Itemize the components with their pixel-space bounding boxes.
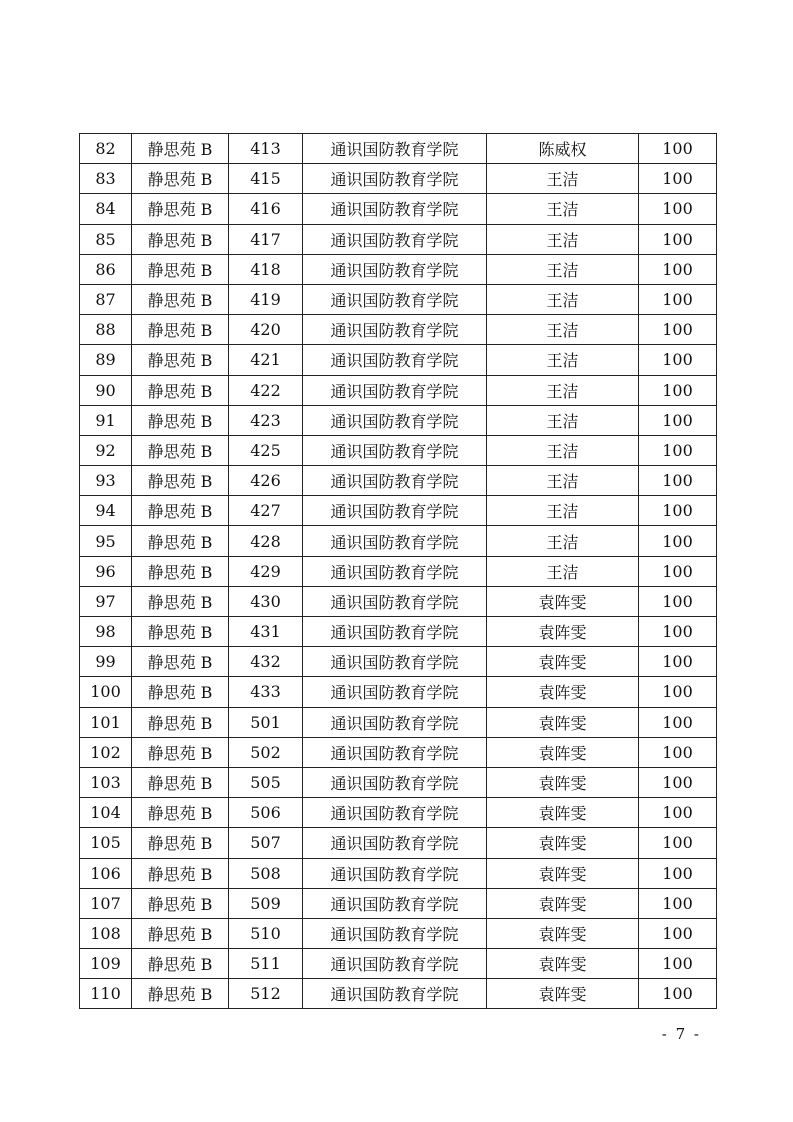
- building-cell: 静思苑 B: [132, 315, 229, 345]
- building-cell: 静思苑 B: [132, 798, 229, 828]
- row-index-cell: 103: [80, 767, 132, 797]
- building-cell: 静思苑 B: [132, 707, 229, 737]
- room-cell: 431: [229, 617, 303, 647]
- person-cell: 袁阵雯: [487, 586, 639, 616]
- table-row: [80, 496, 717, 526]
- person-cell: 袁阵雯: [487, 677, 639, 707]
- college-cell: 通识国防教育学院: [303, 254, 487, 284]
- score-cell: 100: [639, 284, 717, 314]
- score-cell: 100: [639, 375, 717, 405]
- college-cell: 通识国防教育学院: [303, 526, 487, 556]
- row-index-cell: 90: [80, 375, 132, 405]
- room-cell: 428: [229, 526, 303, 556]
- college-cell: 通识国防教育学院: [303, 194, 487, 224]
- person-cell: 袁阵雯: [487, 918, 639, 948]
- college-cell: 通识国防教育学院: [303, 556, 487, 586]
- score-cell: 100: [639, 737, 717, 767]
- table-row: [80, 617, 717, 647]
- row-index-cell: 93: [80, 466, 132, 496]
- score-cell: 100: [639, 134, 717, 164]
- person-cell: 王洁: [487, 466, 639, 496]
- table-row: [80, 254, 717, 284]
- college-cell: 通识国防教育学院: [303, 767, 487, 797]
- room-cell: 433: [229, 677, 303, 707]
- college-cell: 通识国防教育学院: [303, 224, 487, 254]
- person-cell: 袁阵雯: [487, 767, 639, 797]
- score-cell: 100: [639, 496, 717, 526]
- college-cell: 通识国防教育学院: [303, 918, 487, 948]
- row-index-cell: 102: [80, 737, 132, 767]
- table-row: [80, 918, 717, 948]
- building-cell: 静思苑 B: [132, 496, 229, 526]
- college-cell: 通识国防教育学院: [303, 345, 487, 375]
- college-cell: 通识国防教育学院: [303, 707, 487, 737]
- table-row: [80, 737, 717, 767]
- building-cell: 静思苑 B: [132, 767, 229, 797]
- person-cell: 陈威权: [487, 134, 639, 164]
- score-cell: 100: [639, 466, 717, 496]
- score-cell: 100: [639, 798, 717, 828]
- page-number: - 7 -: [661, 1025, 701, 1043]
- row-index-cell: 109: [80, 949, 132, 979]
- row-index-cell: 88: [80, 315, 132, 345]
- room-cell: 423: [229, 405, 303, 435]
- table-row: [80, 647, 717, 677]
- building-cell: 静思苑 B: [132, 888, 229, 918]
- room-cell: 418: [229, 254, 303, 284]
- row-index-cell: 110: [80, 979, 132, 1009]
- room-cell: 505: [229, 767, 303, 797]
- person-cell: 王洁: [487, 224, 639, 254]
- room-cell: 501: [229, 707, 303, 737]
- score-cell: 100: [639, 888, 717, 918]
- college-cell: 通识国防教育学院: [303, 435, 487, 465]
- person-cell: 袁阵雯: [487, 949, 639, 979]
- college-cell: 通识国防教育学院: [303, 134, 487, 164]
- table-row: [80, 556, 717, 586]
- row-index-cell: 108: [80, 918, 132, 948]
- table-row: [80, 858, 717, 888]
- table-row: [80, 315, 717, 345]
- table-row: [80, 586, 717, 616]
- building-cell: 静思苑 B: [132, 345, 229, 375]
- building-cell: 静思苑 B: [132, 647, 229, 677]
- person-cell: 王洁: [487, 345, 639, 375]
- table-row: [80, 677, 717, 707]
- college-cell: 通识国防教育学院: [303, 284, 487, 314]
- table-row: [80, 375, 717, 405]
- row-index-cell: 85: [80, 224, 132, 254]
- table-row: [80, 526, 717, 556]
- room-cell: 502: [229, 737, 303, 767]
- table-row: [80, 194, 717, 224]
- person-cell: 袁阵雯: [487, 979, 639, 1009]
- college-cell: 通识国防教育学院: [303, 405, 487, 435]
- row-index-cell: 91: [80, 405, 132, 435]
- person-cell: 王洁: [487, 284, 639, 314]
- score-cell: 100: [639, 164, 717, 194]
- room-cell: 512: [229, 979, 303, 1009]
- room-cell: 506: [229, 798, 303, 828]
- row-index-cell: 96: [80, 556, 132, 586]
- table-row: [80, 345, 717, 375]
- room-cell: 413: [229, 134, 303, 164]
- table-row: [80, 224, 717, 254]
- score-cell: 100: [639, 194, 717, 224]
- college-cell: 通识国防教育学院: [303, 496, 487, 526]
- row-index-cell: 86: [80, 254, 132, 284]
- college-cell: 通识国防教育学院: [303, 617, 487, 647]
- score-cell: 100: [639, 405, 717, 435]
- person-cell: 袁阵雯: [487, 737, 639, 767]
- table-row: [80, 828, 717, 858]
- building-cell: 静思苑 B: [132, 617, 229, 647]
- room-cell: 427: [229, 496, 303, 526]
- person-cell: 王洁: [487, 526, 639, 556]
- score-cell: 100: [639, 586, 717, 616]
- person-cell: 袁阵雯: [487, 798, 639, 828]
- person-cell: 袁阵雯: [487, 888, 639, 918]
- building-cell: 静思苑 B: [132, 254, 229, 284]
- building-cell: 静思苑 B: [132, 828, 229, 858]
- row-index-cell: 95: [80, 526, 132, 556]
- college-cell: 通识国防教育学院: [303, 737, 487, 767]
- college-cell: 通识国防教育学院: [303, 315, 487, 345]
- table-row: [80, 979, 717, 1009]
- table-row: [80, 405, 717, 435]
- room-cell: 507: [229, 828, 303, 858]
- building-cell: 静思苑 B: [132, 949, 229, 979]
- room-cell: 415: [229, 164, 303, 194]
- college-cell: 通识国防教育学院: [303, 466, 487, 496]
- person-cell: 王洁: [487, 254, 639, 284]
- building-cell: 静思苑 B: [132, 979, 229, 1009]
- row-index-cell: 92: [80, 435, 132, 465]
- building-cell: 静思苑 B: [132, 858, 229, 888]
- table-row: [80, 435, 717, 465]
- dormitory-score-table: [79, 133, 717, 1009]
- row-index-cell: 100: [80, 677, 132, 707]
- building-cell: 静思苑 B: [132, 526, 229, 556]
- row-index-cell: 99: [80, 647, 132, 677]
- college-cell: 通识国防教育学院: [303, 858, 487, 888]
- row-index-cell: 89: [80, 345, 132, 375]
- person-cell: 王洁: [487, 405, 639, 435]
- table-row: [80, 466, 717, 496]
- college-cell: 通识国防教育学院: [303, 949, 487, 979]
- room-cell: 510: [229, 918, 303, 948]
- room-cell: 430: [229, 586, 303, 616]
- building-cell: 静思苑 B: [132, 586, 229, 616]
- row-index-cell: 106: [80, 858, 132, 888]
- score-cell: 100: [639, 707, 717, 737]
- table-row: [80, 767, 717, 797]
- college-cell: 通识国防教育学院: [303, 375, 487, 405]
- building-cell: 静思苑 B: [132, 164, 229, 194]
- row-index-cell: 107: [80, 888, 132, 918]
- room-cell: 420: [229, 315, 303, 345]
- room-cell: 426: [229, 466, 303, 496]
- table-row: [80, 707, 717, 737]
- score-cell: 100: [639, 224, 717, 254]
- score-cell: 100: [639, 526, 717, 556]
- room-cell: 429: [229, 556, 303, 586]
- score-cell: 100: [639, 254, 717, 284]
- score-cell: 100: [639, 828, 717, 858]
- score-cell: 100: [639, 435, 717, 465]
- table-row: [80, 284, 717, 314]
- row-index-cell: 87: [80, 284, 132, 314]
- score-cell: 100: [639, 858, 717, 888]
- building-cell: 静思苑 B: [132, 466, 229, 496]
- person-cell: 袁阵雯: [487, 858, 639, 888]
- room-cell: 416: [229, 194, 303, 224]
- person-cell: 袁阵雯: [487, 617, 639, 647]
- room-cell: 422: [229, 375, 303, 405]
- row-index-cell: 105: [80, 828, 132, 858]
- table-row: [80, 798, 717, 828]
- person-cell: 袁阵雯: [487, 707, 639, 737]
- college-cell: 通识国防教育学院: [303, 979, 487, 1009]
- table-body: [80, 134, 717, 1009]
- college-cell: 通识国防教育学院: [303, 647, 487, 677]
- room-cell: 508: [229, 858, 303, 888]
- building-cell: 静思苑 B: [132, 224, 229, 254]
- building-cell: 静思苑 B: [132, 194, 229, 224]
- table-row: [80, 888, 717, 918]
- room-cell: 511: [229, 949, 303, 979]
- score-cell: 100: [639, 345, 717, 375]
- college-cell: 通识国防教育学院: [303, 586, 487, 616]
- building-cell: 静思苑 B: [132, 677, 229, 707]
- room-cell: 421: [229, 345, 303, 375]
- table-row: [80, 164, 717, 194]
- college-cell: 通识国防教育学院: [303, 828, 487, 858]
- score-cell: 100: [639, 315, 717, 345]
- person-cell: 王洁: [487, 194, 639, 224]
- building-cell: 静思苑 B: [132, 134, 229, 164]
- person-cell: 袁阵雯: [487, 828, 639, 858]
- score-cell: 100: [639, 979, 717, 1009]
- person-cell: 王洁: [487, 375, 639, 405]
- room-cell: 425: [229, 435, 303, 465]
- score-cell: 100: [639, 647, 717, 677]
- person-cell: 王洁: [487, 556, 639, 586]
- row-index-cell: 83: [80, 164, 132, 194]
- building-cell: 静思苑 B: [132, 556, 229, 586]
- room-cell: 432: [229, 647, 303, 677]
- row-index-cell: 98: [80, 617, 132, 647]
- person-cell: 王洁: [487, 435, 639, 465]
- room-cell: 417: [229, 224, 303, 254]
- college-cell: 通识国防教育学院: [303, 798, 487, 828]
- person-cell: 王洁: [487, 496, 639, 526]
- table-row: [80, 949, 717, 979]
- college-cell: 通识国防教育学院: [303, 888, 487, 918]
- row-index-cell: 82: [80, 134, 132, 164]
- score-cell: 100: [639, 918, 717, 948]
- building-cell: 静思苑 B: [132, 375, 229, 405]
- score-cell: 100: [639, 556, 717, 586]
- building-cell: 静思苑 B: [132, 284, 229, 314]
- room-cell: 419: [229, 284, 303, 314]
- building-cell: 静思苑 B: [132, 918, 229, 948]
- person-cell: 王洁: [487, 315, 639, 345]
- college-cell: 通识国防教育学院: [303, 677, 487, 707]
- row-index-cell: 94: [80, 496, 132, 526]
- building-cell: 静思苑 B: [132, 435, 229, 465]
- table-row: [80, 134, 717, 164]
- score-cell: 100: [639, 767, 717, 797]
- row-index-cell: 84: [80, 194, 132, 224]
- building-cell: 静思苑 B: [132, 737, 229, 767]
- score-cell: 100: [639, 677, 717, 707]
- person-cell: 袁阵雯: [487, 647, 639, 677]
- row-index-cell: 97: [80, 586, 132, 616]
- score-cell: 100: [639, 949, 717, 979]
- score-cell: 100: [639, 617, 717, 647]
- row-index-cell: 101: [80, 707, 132, 737]
- person-cell: 王洁: [487, 164, 639, 194]
- row-index-cell: 104: [80, 798, 132, 828]
- room-cell: 509: [229, 888, 303, 918]
- building-cell: 静思苑 B: [132, 405, 229, 435]
- college-cell: 通识国防教育学院: [303, 164, 487, 194]
